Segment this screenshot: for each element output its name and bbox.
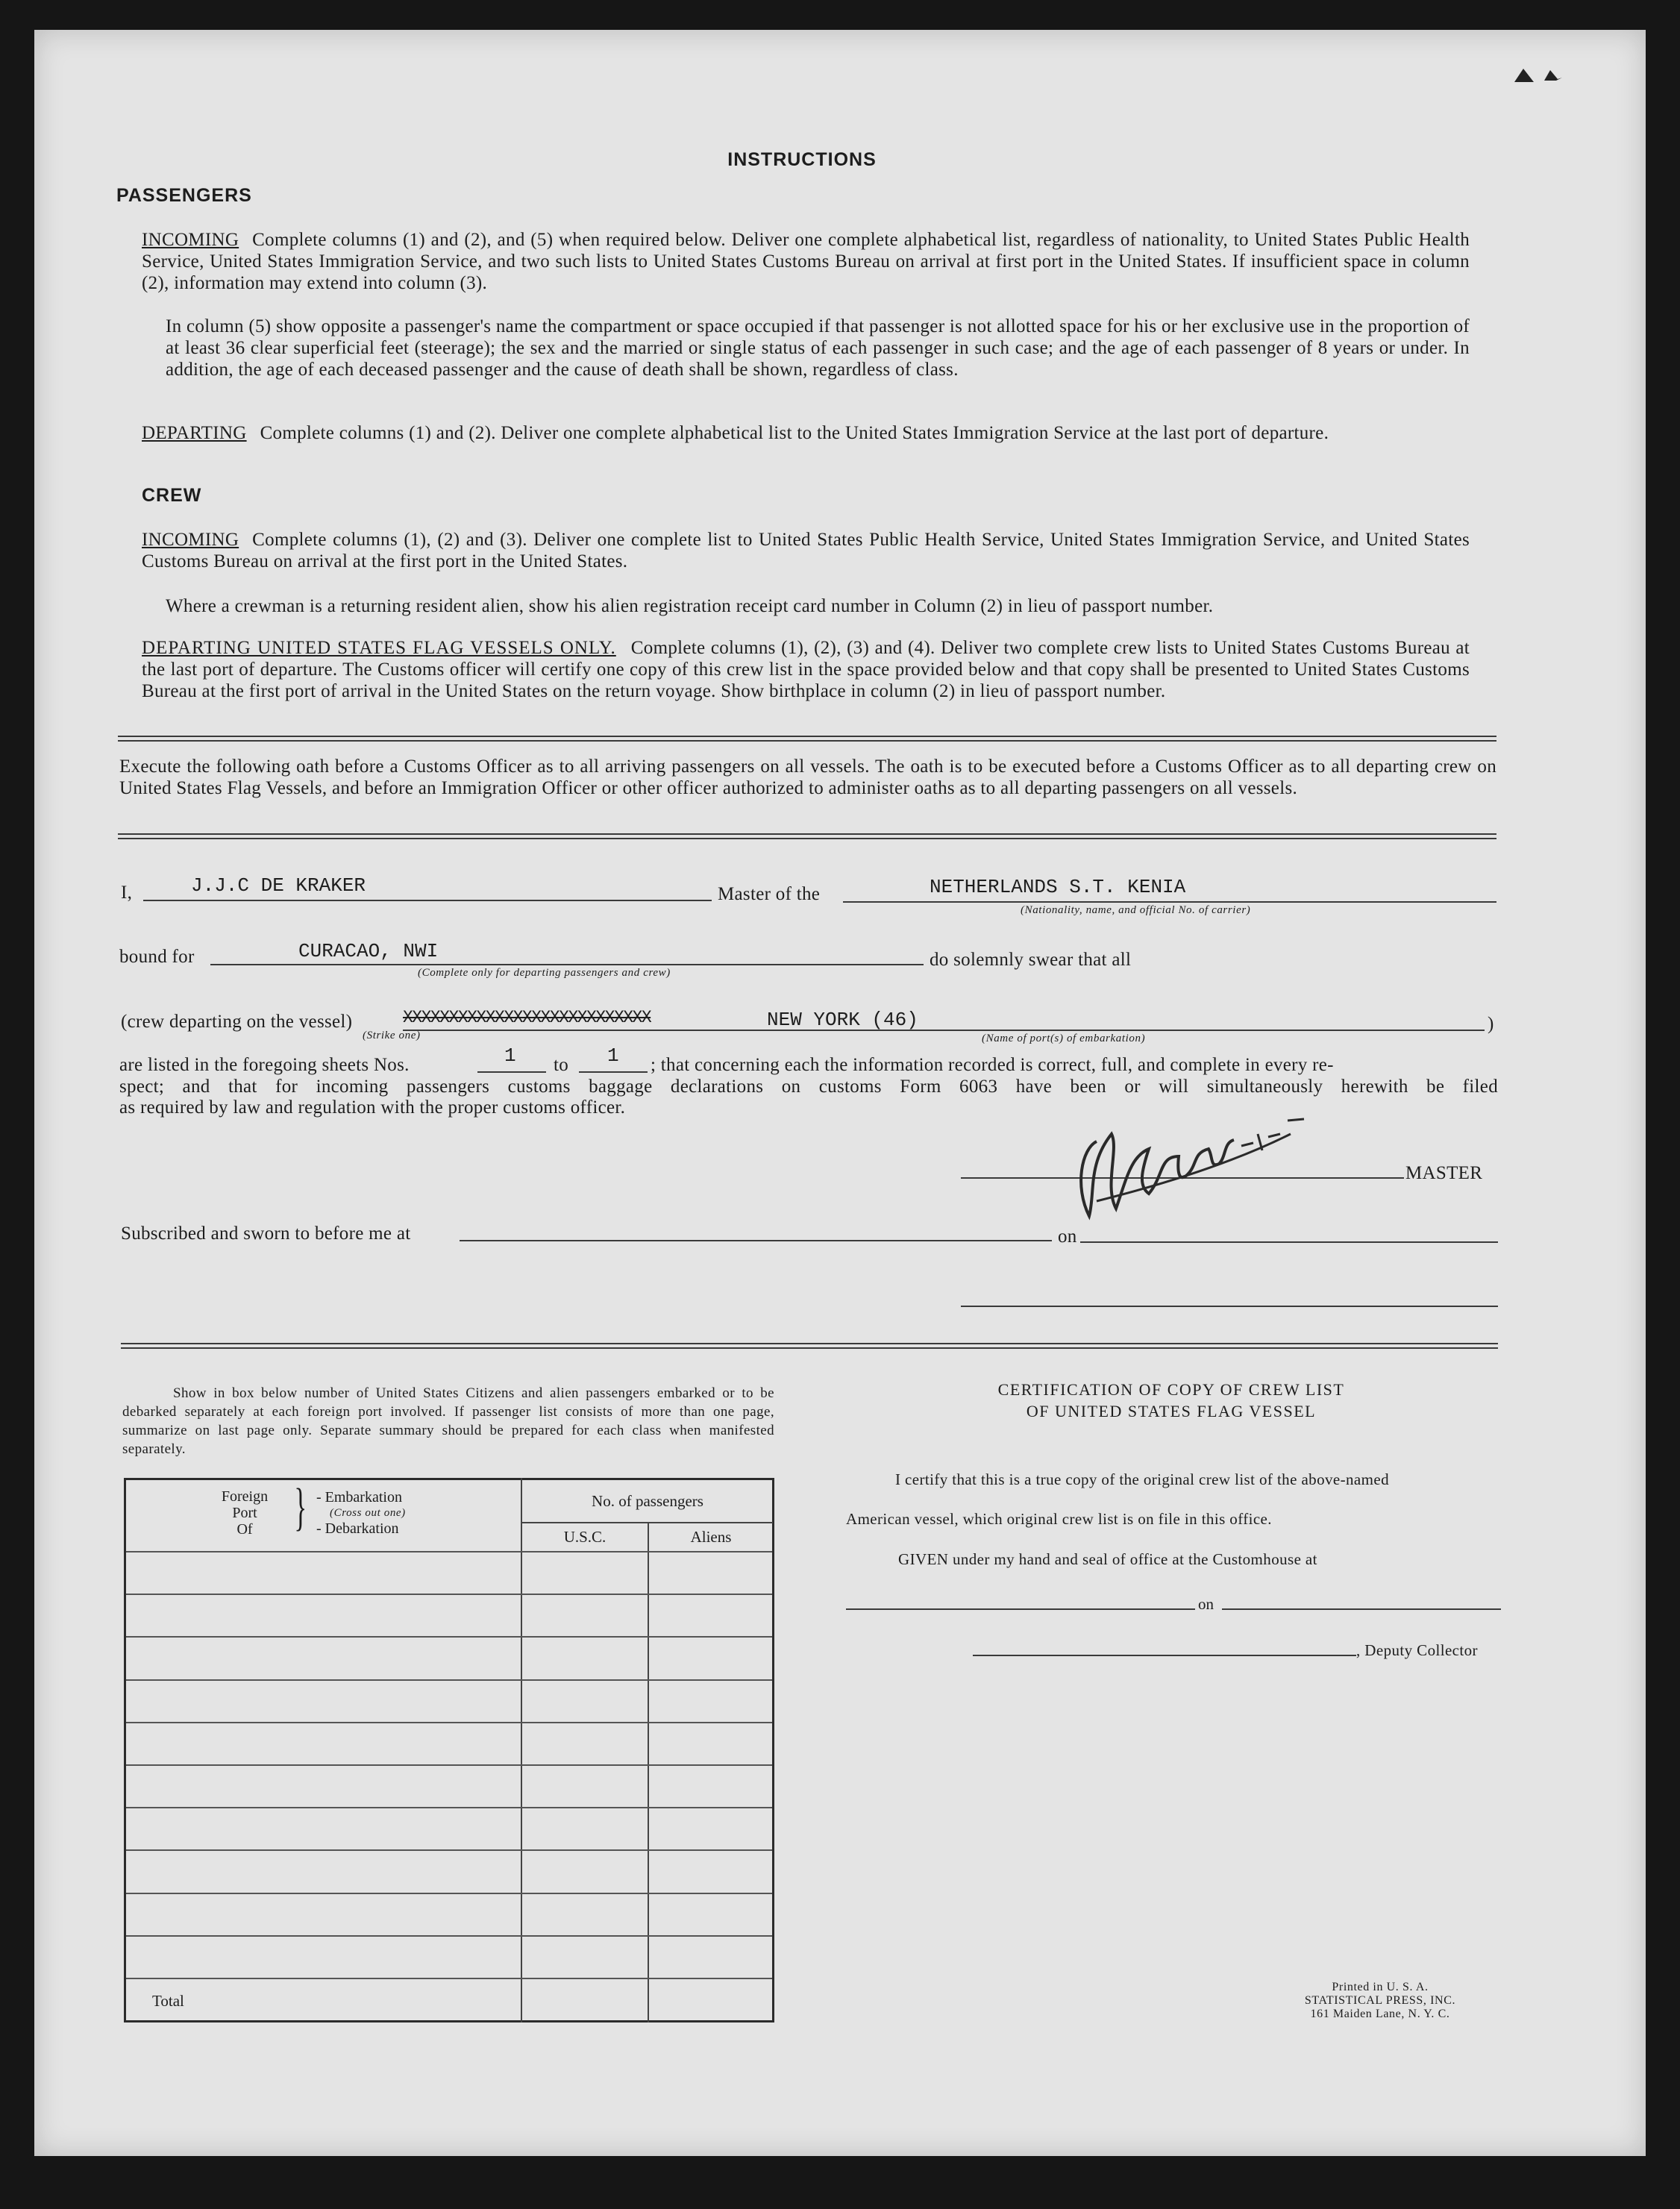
- listed-label: are listed in the foregoing sheets Nos.: [119, 1055, 410, 1075]
- table-row-line: [126, 1935, 772, 1937]
- table-row-line: [126, 1594, 772, 1595]
- vessel-field[interactable]: NETHERLANDS S.T. KENIA: [930, 876, 1186, 898]
- struck-text: XXXXXXXXXXXXXXXXXXXXXXXXXXX: [403, 1008, 651, 1027]
- divider: [118, 736, 1496, 742]
- table-header-divider: [522, 1522, 773, 1523]
- column5-instruction: In column (5) show opposite a passenger's name the compartment or space occupied if that passenger is not allotted space for his or her exclusive use in the proportion of at least 36 clear superficial feet (steerage); the sex and the married or single status of each passenger in such case; and the age of each passenger of 8 years or under. In addition, the age of each deceased passenger and the cause of death shall be shown, regardless of class.: [166, 316, 1470, 380]
- debarkation-label: - Debarkation: [316, 1520, 399, 1537]
- certification-text-1: I certify that this is a true copy of the original crew list of the above-named: [895, 1470, 1389, 1488]
- table-col-divider: [521, 1478, 522, 2022]
- corner-mark: [1513, 66, 1538, 81]
- certify-text-1: ; that concerning each the information recorded is correct, full, and complete in every re-: [651, 1055, 1334, 1075]
- printer-imprint: Printed in U. S. A. STATISTICAL PRESS, INC. 161 Maiden Lane, N. Y. C.: [1304, 1981, 1456, 2020]
- divider: [118, 833, 1496, 839]
- bound-for-field[interactable]: CURACAO, NWI: [298, 940, 439, 962]
- oath-instruction: Execute the following oath before a Customs Officer as to all arriving passengers on all vessels. The oath is to be executed before a Customs Officer as to all departing crew on United States Flag Vessels, and before an Immigration Officer or other officer authorized to administer oaths as to all departing passengers on all vessels.: [119, 756, 1496, 798]
- sheet-to-field[interactable]: 1: [607, 1044, 619, 1067]
- passenger-incoming-instruction: INCOMING Complete columns (1) and (2), and (5) when required below. Deliver one complete alphabetical list, regardless of nationality, to United States Public Health Service, United States Immigration Service, and two such lists to United States Customs Bureau on arrival at first port in the United States. If insufficient space in column (2), information may extend into column (3).: [142, 230, 1470, 293]
- sheet-from-field[interactable]: 1: [504, 1044, 516, 1067]
- instructions-title: INSTRUCTIONS: [727, 149, 877, 170]
- total-label: Total: [152, 1992, 184, 2010]
- vessel-caption: (Nationality, name, and official No. of carrier): [1021, 904, 1251, 916]
- master-name-field-line: [143, 900, 712, 901]
- swear-label: do solemnly swear that all: [930, 950, 1132, 970]
- master-name-field[interactable]: J.J.C DE KRAKER: [191, 874, 366, 897]
- usc-header: U.S.C.: [563, 1528, 607, 1546]
- deputy-signature-line: [973, 1655, 1356, 1656]
- master-signature: [1067, 1104, 1335, 1231]
- bound-for-field-line: [210, 964, 924, 965]
- subscribed-on-label: on: [1058, 1226, 1077, 1247]
- i-label: I,: [121, 883, 133, 903]
- master-label: MASTER: [1405, 1163, 1483, 1183]
- flag-vessel-label: DEPARTING UNITED STATES FLAG VESSELS ONLY.: [142, 638, 616, 658]
- no-passengers-header: No. of passengers: [592, 1492, 703, 1510]
- sheet-from-line: [477, 1071, 546, 1073]
- subscribed-place-line: [460, 1240, 1052, 1241]
- divider: [121, 1343, 1498, 1349]
- table-row-line: [126, 1978, 772, 1979]
- subscribed-label: Subscribed and sworn to before me at: [121, 1223, 411, 1244]
- table-col-divider: [648, 1522, 649, 2022]
- departing-label: DEPARTING: [142, 423, 247, 443]
- bound-caption: (Complete only for departing passengers and crew): [418, 967, 671, 979]
- certify-text-2: spect; and that for incoming passengers customs baggage declarations on customs Form 6063 have been or will simultaneously herewith be filed: [119, 1077, 1498, 1097]
- certify-text-3: as required by law and regulation with the proper customs officer.: [119, 1097, 626, 1118]
- incoming-label: INCOMING: [142, 230, 239, 250]
- close-paren: ): [1488, 1014, 1494, 1034]
- crew-heading: CREW: [142, 485, 202, 506]
- passenger-departing-instruction: DEPARTING Complete columns (1) and (2). Deliver one complete alphabetical list to the United States Immigration Service at the last port of departure.: [142, 423, 1329, 443]
- table-row-line: [126, 1722, 772, 1723]
- officer-signature-line: [961, 1306, 1498, 1307]
- to-label: to: [554, 1055, 569, 1075]
- table-row-line: [126, 1679, 772, 1681]
- strike-caption: (Strike one): [363, 1030, 421, 1041]
- certification-title: CERTIFICATION OF COPY OF CREW LIST OF UNITED STATES FLAG VESSEL: [997, 1380, 1345, 1420]
- passenger-summary-table: [124, 1478, 774, 2022]
- certification-text-3: GIVEN under my hand and seal of office at the Customhouse at: [898, 1550, 1317, 1568]
- cross-out-caption: (Cross out one): [330, 1507, 406, 1519]
- crew-departing-label: (crew departing on the vessel): [121, 1012, 353, 1032]
- subscribed-date-line: [1080, 1241, 1498, 1243]
- embarkation-label: - Embarkation: [316, 1489, 402, 1505]
- sheet-to-line: [579, 1071, 648, 1073]
- deputy-collector-label: , Deputy Collector: [1356, 1641, 1478, 1659]
- table-row-line: [126, 1849, 772, 1851]
- certification-date-line: [1222, 1608, 1501, 1610]
- customhouse-line: [846, 1608, 1195, 1610]
- flag-vessel-instruction: DEPARTING UNITED STATES FLAG VESSELS ONLY. Complete columns (1), (2), (3) and (4). Deliver two complete crew lists to United States Customs Bureau at the last port of departure. The Customs officer will certify one copy of this crew list in the space provided below and that copy shall be presented to United States Customs Bureau at the first port of arrival in the United States on the return voyage. Show birthplace in column (2) in lieu of passport number.: [142, 638, 1470, 701]
- aliens-header: Aliens: [690, 1528, 732, 1546]
- certification-text-2: American vessel, which original crew list is on file in this office.: [846, 1510, 1272, 1528]
- table-row-line: [126, 1764, 772, 1766]
- brace: }: [294, 1479, 307, 1536]
- table-row-line: [126, 1893, 772, 1894]
- certification-on-label: on: [1198, 1595, 1214, 1613]
- foreign-port-label: Foreign Port Of: [221, 1488, 269, 1538]
- incoming-label: INCOMING: [142, 530, 239, 550]
- passengers-heading: PASSENGERS: [116, 185, 252, 206]
- vessel-field-line: [843, 901, 1496, 903]
- table-row-line: [126, 1636, 772, 1638]
- bound-for-label: bound for: [119, 947, 195, 967]
- crew-incoming-instruction: INCOMING Complete columns (1), (2) and (3). Deliver one complete list to United States Public Health Service, United States Immigration Service, and United States Customs Bureau on arrival at the first port in the United States.: [142, 530, 1470, 571]
- port-field-line: [403, 1030, 1485, 1031]
- port-caption: (Name of port(s) of embarkation): [982, 1033, 1146, 1044]
- table-row-line: [126, 1807, 772, 1808]
- port-field[interactable]: NEW YORK (46): [767, 1009, 918, 1031]
- table-row-line: [126, 1551, 772, 1552]
- master-of-label: Master of the: [718, 884, 821, 904]
- summary-instruction: Show in box below number of United States Citizens and alien passengers embarked or to be debarked separately at each foreign port involved. If passenger list consists of more than one page, summarize on last page only. Separate summary should be prepared for each class when manifested separately.: [122, 1385, 774, 1457]
- resident-alien-instruction: Where a crewman is a returning resident alien, show his alien registration receipt card number in Column (2) in lieu of passport number.: [166, 596, 1214, 616]
